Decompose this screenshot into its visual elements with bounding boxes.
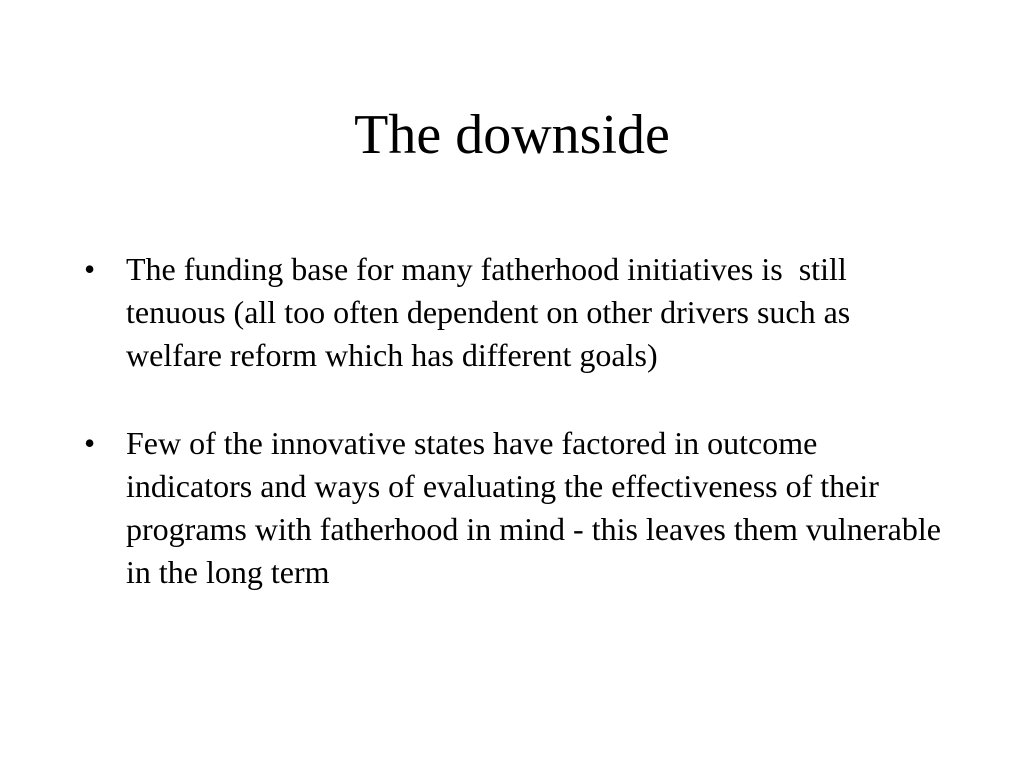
bullet-dot-icon: • [84, 425, 96, 461]
bullet-list [84, 248, 949, 639]
bullet-text: The funding base for many fatherhood initiatives is still tenuous (all too often dependent on other drivers such as welfare reform which has different goals) [126, 251, 859, 373]
bullet-text: Few of the innovative states have factored in outcome indicators and ways of evaluating the effectiveness of their programs with fatherhood in mind - this leaves them vulnerable in the long term [126, 425, 949, 590]
bullet-item-funding [84, 248, 944, 377]
bullet-item-evaluation [84, 422, 949, 594]
slide-title: The downside [354, 104, 670, 166]
bullet-dot-icon: • [84, 251, 96, 287]
